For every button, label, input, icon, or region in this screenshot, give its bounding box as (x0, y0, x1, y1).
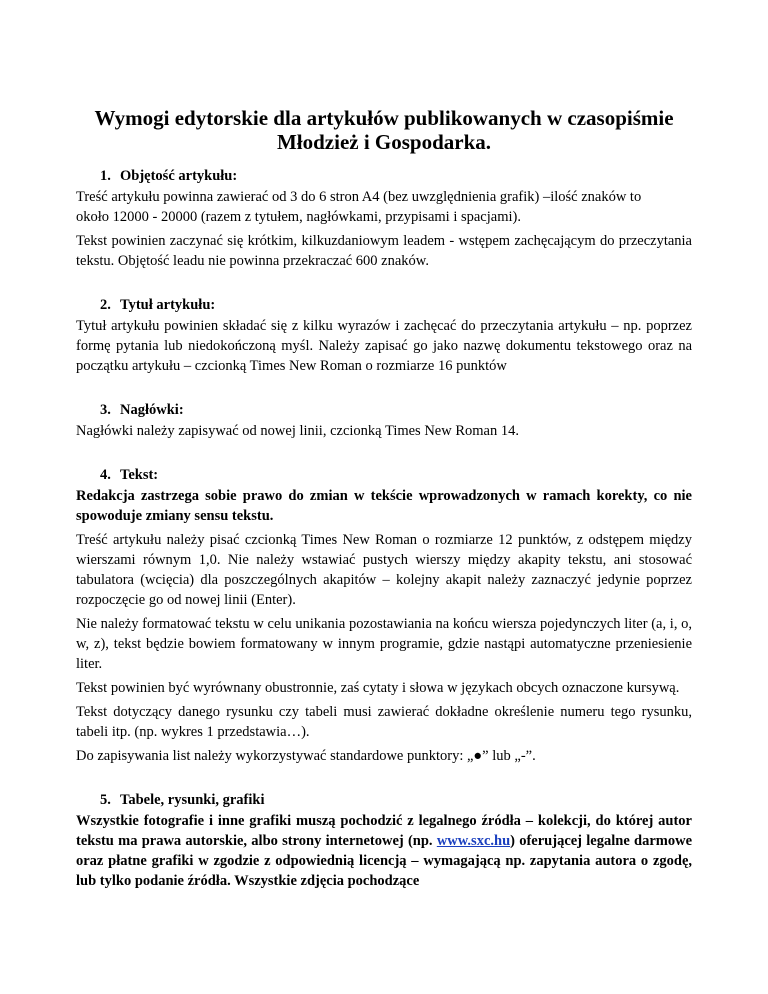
title-line-1: Wymogi edytorskie dla artykułów publikowanych w czasopiśmie (94, 106, 674, 130)
paragraph: Tekst dotyczący danego rysunku czy tabeli musi zawierać dokładne określenie numeru tego rysunku, tabeli itp. (np. wykres 1 przedstawia…). (76, 704, 692, 740)
section-heading: 1. Objętość artykułu: (100, 168, 238, 184)
paragraph: Treść artykułu należy pisać czcionką Times New Roman o rozmiarze 12 punktów, z odstępem między wierszami równym 1,0. Nie należy wstawiać pustych wierszy między akapity tekstu, ani stosować tabulatora (wcięcia) dla poszczególnych akapitów – kolejny akapit należy zaznaczyć jedynie poprzez rozpoczęcie go od nowej linii (Enter). (76, 532, 692, 608)
section-3 (76, 401, 692, 441)
paragraph: Nie należy formatować tekstu w celu unikania pozostawiania na końcu wiersza pojedynczych liter (a, i, o, w, z), tekst będzie bowiem formatowany w innym programie, gdzie nastąpi automatyczne przeniesienie liter. (76, 616, 692, 672)
paragraph: Tekst powinien zaczynać się krótkim, kilkuzdaniowym leadem - wstępem zachęcającym do przeczytania tekstu. Objętość leadu nie powinna przekraczać 600 znaków. (76, 233, 692, 269)
sxc-link[interactable]: www.sxc.hu (436, 833, 511, 849)
document-page (76, 0, 692, 891)
paragraph: Treść artykułu powinna zawierać od 3 do 6 stron A4 (bez uwzględnienia grafik) –ilość znaków to około 12000 - 20000 (razem z tytułem, nagłówkami, przypisami i spacjami). (76, 189, 642, 225)
paragraph: Tekst powinien być wyrównany obustronnie, zaś cytaty i słowa w językach obcych oznaczone kursywą. (76, 680, 680, 696)
title-line-2: Młodzież i Gospodarka. (276, 130, 492, 154)
section-heading: 5. Tabele, rysunki, grafiki (100, 792, 265, 808)
section-heading: 2. Tytuł artykułu: (100, 297, 216, 313)
paragraph: Nagłówki należy zapisywać od nowej linii, czcionką Times New Roman 14. (76, 423, 519, 439)
section-heading: 4. Tekst: (100, 467, 159, 483)
document-title (76, 106, 692, 154)
section-1 (76, 167, 692, 271)
section-2 (76, 296, 692, 376)
bold-paragraph: Wszystkie fotografie i inne grafiki muszą pochodzić z legalnego źródła – kolekcji, do której autor tekstu ma prawa autorskie, albo strony internetowej (np. www.sxc.hu) oferującej legalne darmowe oraz płatne grafiki w zgodzie z odpowiednią licencją – wymagającą np. zapytania autora o zgodę, lub tylko podanie źródła. Wszystkie zdjęcia pochodzące (76, 813, 692, 889)
paragraph: Do zapisywania list należy wykorzystywać standardowe punktory: „●” lub „-”. (76, 748, 536, 764)
section-5 (76, 791, 692, 891)
bold-paragraph: Redakcja zastrzega sobie prawo do zmian w tekście wprowadzonych w ramach korekty, co nie spowoduje zmiany sensu tekstu. (76, 488, 692, 524)
section-heading: 3. Nagłówki: (100, 402, 184, 418)
paragraph: Tytuł artykułu powinien składać się z kilku wyrazów i zachęcać do przeczytania artykułu – np. poprzez formę pytania lub niedokończoną myśl. Należy zapisać go jako nazwę dokumentu tekstowego oraz na początku artykułu – czcionką Times New Roman o rozmiarze 16 punktów (76, 318, 692, 374)
section-4 (76, 466, 692, 766)
